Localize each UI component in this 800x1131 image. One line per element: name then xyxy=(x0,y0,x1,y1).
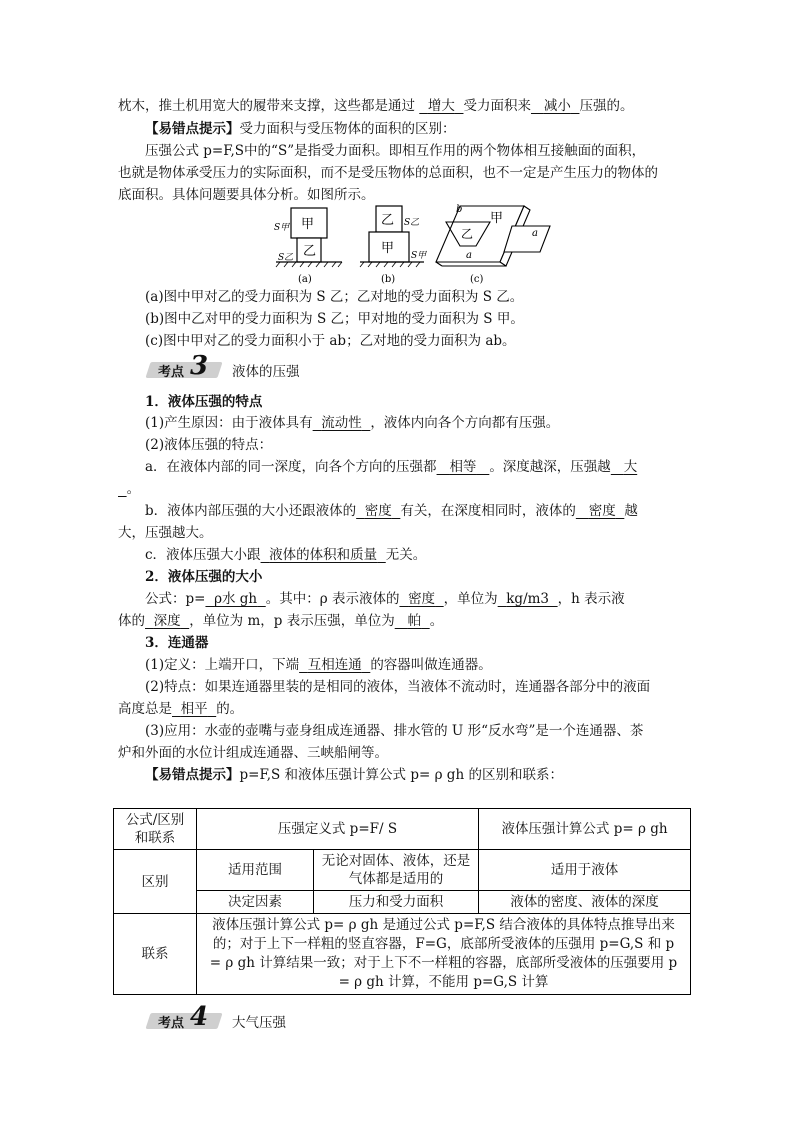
paragraph-line: (1)产生原因：由于液体具有 流动性 ，液体内向各个方向都有压强。 xyxy=(145,415,560,431)
paragraph-line: a．在液体内部的同一深度，向各个方向的压强都 相等 。深度越深，压强越 大 xyxy=(145,459,638,475)
figure-note-c: (c)图中甲对乙的受力面积小于 ab；乙对地的受力面积为 ab。 xyxy=(145,333,516,349)
subheading: 3．连通器 xyxy=(145,635,209,651)
blank-answer: 深度 xyxy=(153,613,181,629)
svg-text:甲: 甲 xyxy=(490,211,504,226)
svg-text:a: a xyxy=(532,228,538,239)
paragraph-line: b．液体内部压强的大小还跟液体的 密度 有关，在深度相同时，液体的 密度 越 xyxy=(145,503,638,519)
paragraph-line: (3)应用：水壶的壶嘴与壶身组成连通器、排水管的 U 形“反水弯”是一个连通器、茶 xyxy=(145,723,644,739)
blank-answer: 大 xyxy=(623,459,638,475)
text: 压强的。 xyxy=(579,98,634,114)
blank-answer: 互相连通 xyxy=(307,657,362,673)
paragraph-line: c．液体压强大小跟 液体的体积和质量 无关。 xyxy=(145,547,427,563)
paragraph-line: 体的 深度 ，单位为 m，p 表示压强，单位为 帕 。 xyxy=(118,613,444,629)
section-heading-kaodian-4 xyxy=(148,1002,286,1032)
svg-text:b: b xyxy=(456,204,463,215)
paragraph-line xyxy=(118,96,633,116)
pressure-area-figure xyxy=(268,198,568,290)
svg-text:S甲: S甲 xyxy=(274,223,290,233)
svg-text:S乙: S乙 xyxy=(404,218,420,228)
svg-text:甲: 甲 xyxy=(301,217,315,232)
paragraph-line: 也就是物体承受压力的实际面积，而不是受压物体的总面积，也不一定是产生压力的物体的 xyxy=(118,165,658,181)
text: 受力面积来 xyxy=(463,98,531,114)
paragraph-line: 。 xyxy=(118,479,140,499)
table-row xyxy=(114,914,691,995)
tip-line xyxy=(145,765,563,785)
tip-line xyxy=(145,119,456,139)
table-cell: 无论对固体、液体，还是 气体都是适用的 xyxy=(314,850,479,891)
subheading: 2．液体压强的大小 xyxy=(145,569,263,585)
paragraph-line: (2)液体压强的特点： xyxy=(145,437,273,453)
kaodian-badge: 考点 3 xyxy=(148,360,224,380)
table-cell: 区别 xyxy=(114,850,197,914)
blank-answer: 密度 xyxy=(408,591,436,607)
subheading: 1．液体压强的特点 xyxy=(145,394,263,410)
paragraph-line: (1)定义：上端开口，下端 互相连通 的容器叫做连通器。 xyxy=(145,657,492,673)
blank-answer: 流动性 xyxy=(321,415,362,431)
figure-a xyxy=(274,208,342,285)
paragraph-line: (2)特点：如果连通器里装的是相同的液体，当液体不流动时，连通器各部分中的液面 xyxy=(145,679,651,695)
table-cell: 压强定义式 p=F/ S xyxy=(197,809,479,850)
kaodian-badge: 考点 4 xyxy=(148,1011,224,1031)
table-row xyxy=(114,850,691,891)
table-cell: 液体的密度、液体的深度 xyxy=(479,891,691,914)
table-cell: 适用范围 xyxy=(197,850,314,891)
paragraph-line: 高度总是 相平 的。 xyxy=(118,701,244,717)
paragraph-line: 底面积。具体问题要具体分析。如图所示。 xyxy=(118,187,375,203)
blank-answer: 密度 xyxy=(364,503,392,519)
svg-text:乙: 乙 xyxy=(303,244,317,259)
paragraph-line: 炉和外面的水位计组成连通器、三峡船闸等。 xyxy=(118,745,388,761)
blank-answer-tail xyxy=(118,481,127,497)
table-cell: 压力和受力面积 xyxy=(314,891,479,914)
paragraph-line: 大，压强越大。 xyxy=(118,525,213,541)
tip-text: 受力面积与受压物体的面积的区别： xyxy=(239,121,456,137)
figure-c xyxy=(436,204,550,285)
tip-label: 【易错点提示】 xyxy=(145,767,240,783)
svg-text:(a): (a) xyxy=(298,274,312,285)
blank-answer: 密度 xyxy=(588,503,616,519)
svg-text:乙: 乙 xyxy=(381,213,395,228)
table-cell: 适用于液体 xyxy=(479,850,691,891)
svg-text:甲: 甲 xyxy=(381,241,395,256)
figure-note-a: (a)图中甲对乙的受力面积为 S 乙；乙对地的受力面积为 S 乙。 xyxy=(145,289,524,305)
section-title: 液体的压强 xyxy=(232,364,300,380)
table-row xyxy=(114,891,691,914)
blank-answer: 相平 xyxy=(180,701,208,717)
blank-answer: 增大 xyxy=(427,98,455,114)
blank-answer: 减小 xyxy=(543,98,571,114)
blank-answer: ρ水 gh xyxy=(214,591,258,607)
text: 枕木，推土机用宽大的履带来支撑，这些都是通过 xyxy=(118,98,415,114)
figure-b xyxy=(360,206,427,285)
svg-text:S乙: S乙 xyxy=(278,253,294,263)
blank-answer: kg/m3 xyxy=(506,591,550,607)
blank-answer: 相等 xyxy=(449,459,477,475)
tip-label: 【易错点提示】 xyxy=(145,121,240,137)
tip-text: p=F,S 和液体压强计算公式 p= ρ gh 的区别和联系： xyxy=(239,767,563,783)
svg-text:(c): (c) xyxy=(470,274,484,285)
section-title: 大气压强 xyxy=(232,1015,286,1031)
paragraph-line: 压强公式 p=F,S中的“S”是指受力面积。即相互作用的两个物体相互接触面的面积， xyxy=(145,143,646,159)
svg-text:a: a xyxy=(466,250,472,261)
svg-text:乙: 乙 xyxy=(461,227,474,241)
table-cell: 决定因素 xyxy=(197,891,314,914)
table-cell: 液体压强计算公式 p= ρ gh 是通过公式 p=F,S 结合液体的具体特点推导出来 的；对于上下一样粗的竖直容器，F=G，底部所受液体的压强用 p=G,S 和 p = ρ gh 计算结果一致；对于上下不一样粗的容器，底部所受液体的压强要用 p = ρ gh 计算，不能用 p=G,S 计算 xyxy=(197,914,691,995)
blank-answer: 帕 xyxy=(407,613,422,629)
paragraph-line: 公式：p= ρ水 gh 。其中：ρ 表示液体的 密度 ，单位为 kg/m3 ，h 表示液 xyxy=(145,591,625,607)
svg-text:S甲: S甲 xyxy=(411,251,427,261)
blank-answer: 液体的体积和质量 xyxy=(269,547,378,563)
comparison-table xyxy=(113,808,691,995)
section-heading-kaodian-3 xyxy=(148,351,300,381)
table-cell: 液体压强计算公式 p= ρ gh xyxy=(479,809,691,850)
figure-note-b: (b)图中乙对甲的受力面积为 S 乙；甲对地的受力面积为 S 甲。 xyxy=(145,311,524,327)
table-cell: 联系 xyxy=(114,914,197,995)
table-row xyxy=(114,809,691,850)
svg-text:(b): (b) xyxy=(381,274,396,285)
table-cell: 公式/区别 和联系 xyxy=(114,809,197,850)
